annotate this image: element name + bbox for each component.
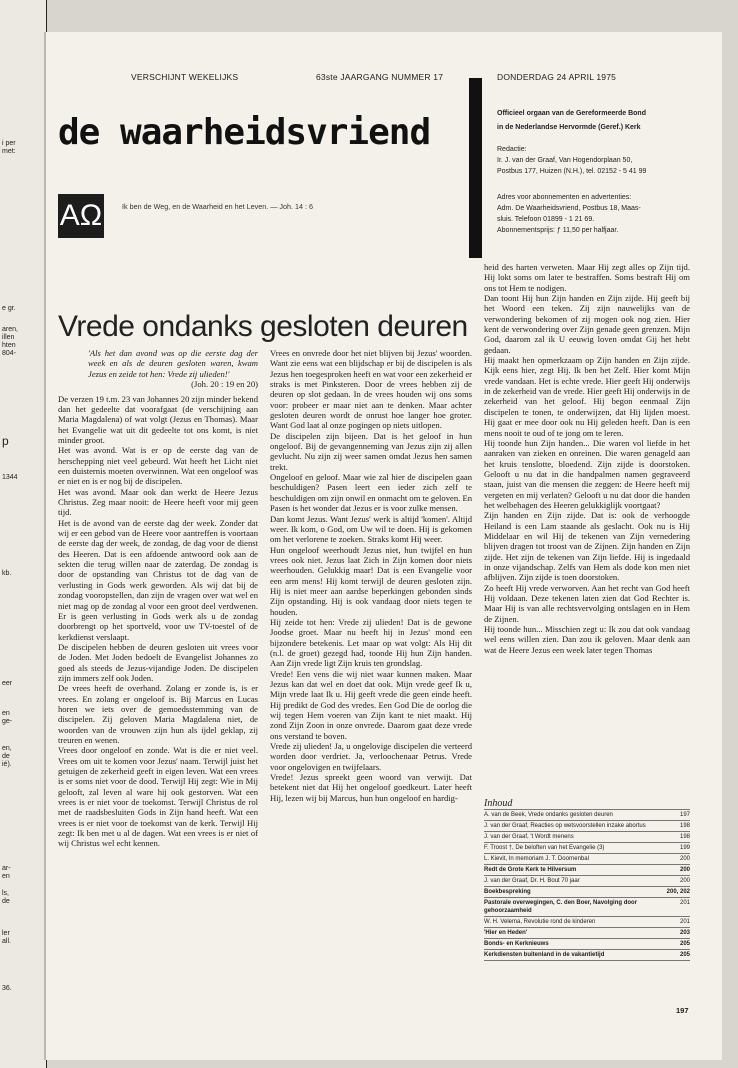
- toc-row: [484, 886, 690, 897]
- organ-line-1: Officieel orgaan van de Gereformeerde Bond: [497, 110, 646, 117]
- toc-item-page: 201: [679, 900, 690, 906]
- masthead-motto: Ik ben de Weg, en de Waarheid en het Leven. — Joh. 14 : 6: [122, 202, 313, 211]
- adres-line-2: Adm. De Waarheidsvriend, Postbus 18, Maas-: [497, 205, 641, 212]
- toc-row: [484, 916, 690, 927]
- redactie-line-1: Ir. J. van der Graaf, Van Hogendorplaan 50,: [497, 157, 633, 164]
- stub-text: 1344: [2, 474, 18, 481]
- toc-item-page: 205: [679, 941, 690, 947]
- paragraph: heid des harten verweten. Maar Hij zegt alles op Zijn tijd. Hij lokt soms om later te bestraffen. Soms bestraft Hij om ons tot Hem te nodigen.: [484, 262, 690, 293]
- toc-row: [484, 864, 690, 875]
- paragraph: De verzen 19 t.m. 23 van Johannes 20 zijn minder bekend dan het gedeelte dat voorafgaat (de verschijning aan Maria Magdalena) of wat volgt (Jezus en Thomas). Maar het Evangelie wat uit dit gedeelte tot ons komt, is niet minder groot.: [58, 393, 258, 445]
- paragraph: Vrees door ongeloof en zonde. Wat is die er niet veel. Vrees om uit te komen voor Jezus' naam. Terwijl juist het getuigen de zekerheid geeft in eigen leven. Wat een vrees is er soms niet voor de dood. Terwijl Hij zegt: Wie in Mij gelooft, zal leven al ware hij ook gestorven. Wat een vrees is er niet voor de toekomst. Terwijl Christus de rol met de raadsbesluiten Gods in Zijn hand heeft. Wat een vrees is er niet voor de toekomst van de kerk. Terwijl Hij zegt: Ik ben met u al de dagen. Wat een vrees is er niet of wij Christus wel echt kennen.: [58, 745, 258, 849]
- toc-item-title: Bonds- en Kerknieuws: [484, 941, 549, 947]
- paragraph: Hij maakt hen opmerkzaam op Zijn handen en Zijn zijde. Kijk eens hier, zegt Hij. Ik ben het Zelf. Hier komt Mijn vrede vandaan. Het is echte vrede. Hier geeft Hij onderwijs in de zekerheid van de vrede. Hier geeft Hij onderwijs in de zekerheid van het geloof. Hij begon eenmaal Zijn discipelen te tonen, te onderwijzen, dat Hij lijden moest. Hij gaat er mee door ook nu Hij geleden heeft. Dan is een mens nooit te oud of te jong om te leren.: [484, 355, 690, 438]
- paragraph: Hij toonde hun... Misschien zegt u: Ik zou dat ook vandaag wel eens willen zien. Dan zou ik geloven. Maar denk aan wat de Heere Jezus een week later tegen Thomas: [484, 624, 690, 655]
- toc-title: Inhoud: [484, 798, 513, 809]
- toc-row: [484, 875, 690, 886]
- toc-row: [484, 927, 690, 938]
- toc-item-page: 205: [679, 952, 690, 958]
- paragraph: Hij toonde hun Zijn handen... Die waren vol liefde in het aanraken van zieken en onreinen. Die waren genageld aan het kruis tenslotte, bloedend. Zijn zijde is doorstoken. Gelooft u nu dat in die handpalmen namen gegraveerd staan, juist van die mensen die zeggen: de Heere heeft mij vergeten en mij verlaten? Gelooft u nu dat door die handen het welbehagen des Heeren gelukkiglijk voortgaat?: [484, 437, 690, 510]
- toc-item-title: J. van der Graaf, Reacties op wetsvoorstellen inzake abortus: [484, 823, 646, 829]
- table-of-contents: [484, 798, 690, 961]
- paragraph: Ongeloof en geloof. Maar wie zal hier de discipelen gaan beschuldigen? Pasen leert een ieder zich zelf te beschuldigen om zijn onwil en onmacht om te geloven. En Pasen is het wonder dat Jezus er is voor zulke mensen.: [270, 472, 472, 514]
- toc-item-title: Redt de Grote Kerk te Hilversum: [484, 867, 577, 873]
- stub-text: kb.: [2, 570, 12, 577]
- toc-item-page: 198: [679, 834, 690, 840]
- paragraph: Het was avond. Wat is er op de eerste dag van de herschepping niet veel gebeurd. Wat heeft het Licht niet een duisternis moeten overwinnen. Wat een ongeloof was er niet en is er nog bij de discipelen.: [58, 445, 258, 487]
- header-weekly: VERSCHIJNT WEKELIJKS: [131, 72, 239, 82]
- article-column-3: [484, 262, 690, 784]
- toc-row: [484, 938, 690, 949]
- toc-item-title: J. van der Graaf, Dr. H. Bout 70 jaar: [484, 878, 580, 884]
- masthead-divider-bar: [469, 78, 482, 258]
- stub-text: 36.: [2, 985, 12, 992]
- stub-text: p: [2, 434, 9, 448]
- alpha-omega-logo: AΩ: [58, 194, 104, 238]
- toc-item-title: Pastorale overwegingen, C. den Boer, Navolging door gehoorzaamheid: [484, 900, 638, 914]
- paragraph: Vrees en onvrede door het niet blijven bij Jezus' woorden. Want zie eens wat een blijdschap er bij de discipelen is als Jezus hen toegesproken heeft en wat voor een zekerheid er straks is met Pinksteren. Door de vrees hebben zij de deuren op slot gedaan. In de vrees houden wij ons soms voor: probeer er maar niet aan te denken. Maar achter gesloten deuren wordt de onrust hoe langer hoe groter. Want God laat al onze pogingen op niets uitlopen.: [270, 348, 472, 431]
- toc-item-title: Kerkdiensten buitenland in de vakantietijd: [484, 952, 605, 958]
- adres-line-1: Adres voor abonnementen en advertenties:: [497, 194, 632, 201]
- toc-item-page: 200: [679, 856, 690, 862]
- toc-item-page: 201: [679, 919, 690, 925]
- toc-item-title: Boekbespreking: [484, 889, 531, 895]
- toc-item-page: 200, 202: [666, 889, 690, 895]
- paragraph: Het is de avond van de eerste dag der week. Zonder dat wij er een gebod van de Heere voor aantreffen is voortaan de eerste dag der week, de zondag, de dag voor de dienst des Heeren. Dat is een afdoende antwoord ook aan de sekten die terug willen naar de zaterdag. De zondag is door de opstanding van Christus tot de dag van de verlusting in Gods werk geworden. Als wij dat bij de zondag vooropstellen, dan zijn de vragen over wat wel en niet mag op de zondag al voor een groot deel verdwenen. Er is geen verlusting in Gods werk als u de zondag doorbrengt op het sportveld, voor uw TV-toestel of de kerkdienst verslaapt.: [58, 517, 258, 642]
- toc-row: [484, 949, 690, 961]
- header-date: DONDERDAG 24 APRIL 1975: [497, 72, 617, 82]
- paragraph: Zo heeft Hij vrede verworven. Aan het recht van God heeft Hij voldaan. Deze tekenen laten zien dat God Rechter is. Maar Hij is van alle rechtsvervolging ontslagen en in Hem de Zijnen.: [484, 582, 690, 624]
- paragraph: Dan toont Hij hun Zijn handen en Zijn zijde. Hij geeft bij het Woord een teken. Zij zijn nauwelijks van de verwondering bekomen of zij mogen ook nog zien. Hier kent de verwondering over Zijn genade geen grenzen. Mijn God, daarom zal ik U eeuwig loven omdat Gij het hebt gedaan.: [484, 293, 690, 355]
- article-column-2: [270, 348, 472, 1013]
- paragraph: De vrees heeft de overhand. Zolang er zonde is, is er vrees. En zolang er ongeloof is. Bij Marcus en Lucas horen we iets over de gemoedsstemming van de discipelen. Zij geloven Maria Magdalena niet, de woorden van de vrouwen zijn hun als ijdel geklap, zij treuren en wenen.: [58, 683, 258, 745]
- organ-line-2: in de Nederlandse Hervormde (Geref.) Kerk: [497, 124, 641, 131]
- toc-item-title: L. Kievit, In memoriam J. T. Doornenbal: [484, 856, 589, 862]
- toc-item-page: 203: [679, 930, 690, 936]
- epigraph-reference: (Joh. 20 : 19 en 20): [191, 379, 258, 390]
- adres-line-3: sluis. Telefoon 01899 - 1 21 69.: [497, 216, 595, 223]
- toc-row: [484, 853, 690, 864]
- toc-row: [484, 842, 690, 853]
- stub-text: ar- en: [2, 865, 11, 880]
- toc-item-title: A. van de Beek, Vrede ondanks gesloten deuren: [484, 812, 613, 818]
- toc-item-title: 'Hier en Heden': [484, 930, 528, 936]
- toc-row: [484, 820, 690, 831]
- paragraph: De discipelen zijn bijeen. Dat is het geloof in hun ongeloof. Bij de gevangenneming van Jezus zijn zij allen gevlucht. Nu zijn zij weer samen omdat Jezus hen samen trekt.: [270, 430, 472, 472]
- redactie-label: Redactie:: [497, 146, 527, 153]
- toc-row: [484, 897, 690, 916]
- paragraph: Vrede! Jezus spreekt geen woord van verwijt. Dat betekent niet dat Hij het ongeloof goedkeurt. Later heeft Hij, lezen wij bij Marcus, hun hun ongeloof en hardig-: [270, 772, 472, 803]
- page-number: 197: [676, 1006, 689, 1015]
- toc-item-title: J. van der Graaf, 't Wordt menens: [484, 834, 574, 840]
- stub-text: ls, de: [2, 890, 10, 905]
- paragraph: Zijn handen en Zijn zijde. Dat is: ook de verhoogde Heiland is een Lam staande als geslacht. Ook nu is Hij Middelaar en wil Hij de tekenen van Zijn vernedering blijven dragen tot troost van de Zijnen. Zijn handen en Zijn zijde. Het zijn de tekenen van Zijn liefde. Hij is ingedaald in onze vijandschap. Zelfs van Hem als dode kon men niet afblijven. Zijn zijde is toen doorstoken.: [484, 510, 690, 583]
- toc-item-title: W. H. Velema, Revolutie rond de kinderen: [484, 919, 596, 925]
- paragraph: Hun ongeloof weerhoudt Jezus niet, hun twijfel en hun vrees ook niet. Jezus laat Zich in Zijn komen door niets weerhouden. Gelukkig maar! Dat is een Evangelie voor een arm mens! Hij komt terwijl de deuren gesloten zijn. Hij is niet meer aan aardse beperkingen gebonden sinds Zijn opstanding. Hij is ook vandaag door niets tegen te houden.: [270, 544, 472, 617]
- stub-text: ler all.: [2, 930, 11, 945]
- toc-row: [484, 831, 690, 842]
- paragraph: Vrede! Een vens die wij niet waar kunnen maken. Maar Jezus kan dat wel en doet dat ook. Mijn vrede geef Ik u, Mijn vrede laat Ik u. Hij geeft vrede die geen einde heeft. Hij predikt de God des vredes. Een God Die de oorlog die wij tegen Hem voeren van Zijn kant te niet maakt. Hij zond Zijn Zoon in onze onvrede. Daarom gaat deze vrede ons verstand te boven.: [270, 668, 472, 741]
- adjacent-page-strip: [0, 0, 47, 1068]
- toc-item-page: 198: [679, 823, 690, 829]
- stub-text: eer: [2, 680, 13, 687]
- article-column-1: [58, 348, 258, 998]
- stub-text: en, de ié).: [2, 745, 12, 768]
- stub-text: en ge-: [2, 710, 13, 725]
- paragraph: Vrede zij ulieden! Ja, u ongelovige discipelen die verteerd worden door verdriet. Ja, verloochenaar Petrus. Vrede voor ongelovigen en twijfelaars.: [270, 741, 472, 772]
- stub-text: i per met:: [2, 140, 16, 155]
- toc-item-page: 197: [679, 812, 690, 818]
- paragraph: Hij zeide tot hen: Vrede zij ulieden! Dat is de gewone Joodse groet. Maar nu heeft hij in Jezus' mond een bijzondere betekenis. Let maar op wat volgt: Als Hij dit (n.l. de groet) gezegd had, toonde Hij hun Zijn handen. Aan Zijn vrede ligt Zijn kruis ten grondslag.: [270, 616, 472, 669]
- adres-line-4: Abonnementsprijs: ƒ 11,50 per halfjaar.: [497, 227, 619, 234]
- toc-item-page: 200: [679, 867, 690, 873]
- stub-text: aren, illen hten 804-: [2, 326, 18, 357]
- article-title: Vrede ondanks gesloten deuren: [58, 310, 468, 343]
- stub-text: e gr.: [2, 305, 16, 312]
- redactie-line-2: Postbus 177, Huizen (N.H.), tel. 02152 - 5 41 99: [497, 168, 647, 175]
- toc-item-page: 199: [679, 845, 690, 851]
- article-epigraph: 'Als het dan avond was op die eerste dag der week en als de deuren gesloten waren, kwam Jezus en zeide tot hen: Vrede zij ulieden!': [88, 348, 258, 379]
- toc-row: [484, 809, 690, 820]
- toc-item-page: 200: [679, 878, 690, 884]
- paragraph: Het was avond. Maar ook dan werkt de Heere Jezus Christus. Zeg maar nooit: de Heere heeft voor mij geen tijd.: [58, 486, 258, 518]
- paragraph: De discipelen hebben de deuren gesloten uit vrees voor de Joden. Met Joden bedoelt de Evangelist Johannes zo goed als steeds de Jezus-vijandige Joden. De discipelen zijn immers zelf ook Joden.: [58, 641, 258, 683]
- masthead-logo: de waarheidsvriend: [58, 112, 431, 153]
- toc-item-title: F. Troost †, De beloften van het Evangelie (3): [484, 845, 605, 851]
- paragraph: Dan komt Jezus. Want Jezus' werk is altijd 'komen'. Altijd weer. Ik kom, o God, om Uw wil te doen. Hij is gekomen om het verlorene te zoeken. Straks komt Hij weer.: [270, 513, 472, 545]
- header-volume: 63ste JAARGANG NUMMER 17: [316, 72, 444, 82]
